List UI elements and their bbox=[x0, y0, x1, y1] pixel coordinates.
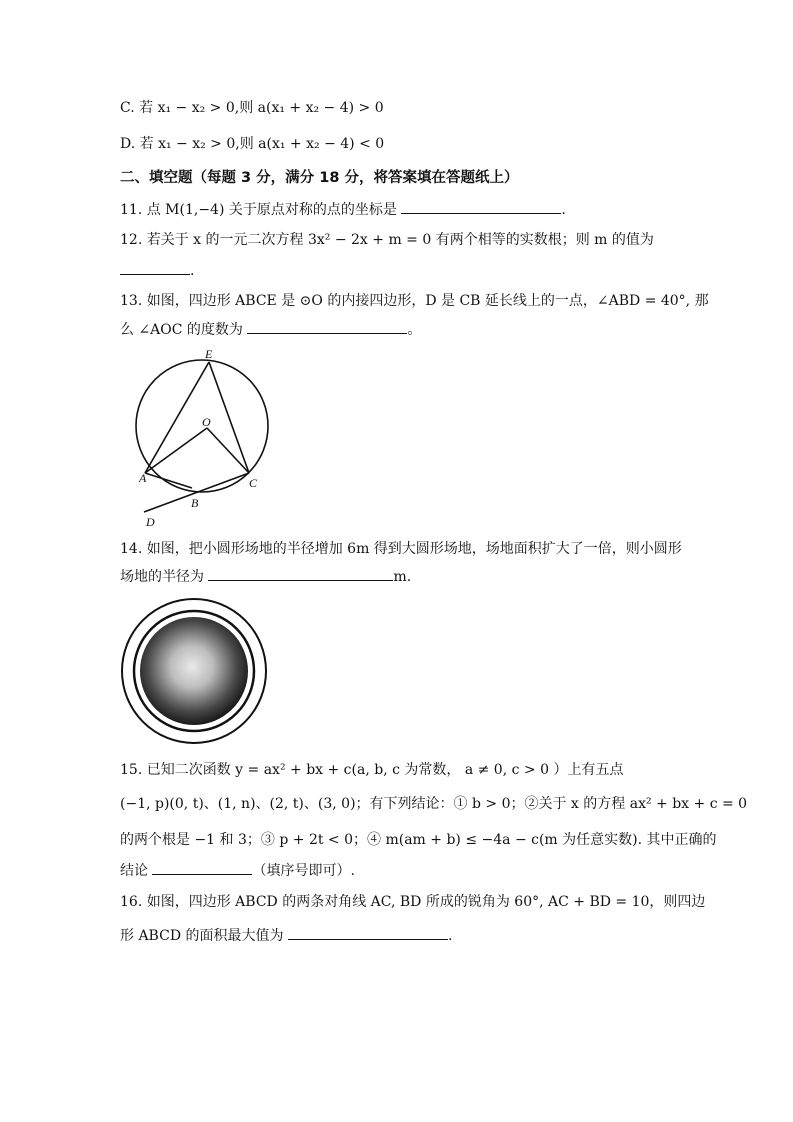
option-d-text: D. 若 x₁ − x₂ > 0,则 a(x₁ + x₂ − 4) < 0 bbox=[120, 136, 385, 152]
option-c bbox=[120, 98, 384, 118]
q12-answer-blank[interactable] bbox=[120, 260, 190, 275]
question-15 bbox=[120, 760, 623, 780]
label-e: E bbox=[205, 347, 213, 361]
q14-figure bbox=[118, 596, 272, 748]
q16-answer-blank[interactable] bbox=[288, 925, 448, 940]
question-13 bbox=[120, 291, 709, 311]
label-o: O bbox=[202, 415, 211, 429]
q13-end: 。 bbox=[407, 322, 422, 338]
q11-answer-blank[interactable] bbox=[401, 199, 561, 214]
question-12-answer bbox=[120, 260, 194, 281]
segment-ab bbox=[145, 473, 192, 488]
q15-answer-blank[interactable] bbox=[152, 860, 252, 875]
q16-line1: 16. 如图，四边形 ABCD 的两条对角线 AC, BD 所成的锐角为 60°, AC + BD = 10，则四边 bbox=[120, 894, 706, 910]
q12-end: . bbox=[190, 263, 195, 279]
question-11 bbox=[120, 199, 566, 220]
question-16 bbox=[120, 892, 705, 912]
segment-ec bbox=[209, 362, 249, 473]
question-14 bbox=[120, 539, 682, 559]
q16-end: . bbox=[447, 928, 453, 944]
q13-line1: 13. 如图，四边形 ABCE 是 ⊙O 的内接四边形，D 是 CB 延长线上的一点，∠ABD = 40°, 那 bbox=[120, 293, 709, 309]
question-13-line2 bbox=[120, 319, 421, 340]
question-15-line3 bbox=[120, 830, 717, 850]
q14-answer-blank[interactable] bbox=[208, 566, 393, 581]
q12-line1: 12. 若关于 x 的一元二次方程 3x² − 2x + m = 0 有两个相等的实数根；则 m 的值为 bbox=[120, 232, 654, 248]
question-15-line2 bbox=[120, 794, 747, 814]
segment-ao bbox=[145, 428, 207, 473]
segment-oc bbox=[207, 428, 249, 473]
q14-end: m. bbox=[393, 569, 412, 585]
q11-text: 11. 点 M(1,−4) 关于原点对称的点的坐标是 bbox=[120, 202, 397, 218]
q15-line3: 的两个根是 −1 和 3；③ p + 2t < 0；④ m(am + b) ≤ −4a − c(m 为任意实数). 其中正确的 bbox=[120, 832, 717, 848]
section-title bbox=[120, 168, 518, 188]
label-a: A bbox=[139, 471, 147, 485]
q13-answer-blank[interactable] bbox=[247, 319, 407, 334]
question-15-line4 bbox=[120, 860, 355, 881]
q14-line2: 场地的半径为 bbox=[120, 569, 204, 585]
option-c-text: C. 若 x₁ − x₂ > 0,则 a(x₁ + x₂ − 4) > 0 bbox=[120, 100, 384, 116]
q15-line2: (−1, p)(0, t)、(1, n)、(2, t)、(3, 0)；有下列结论：① b > 0；②关于 x 的方程 ax² + bx + c = 0 bbox=[120, 796, 748, 812]
q15-end: （填序号即可）. bbox=[252, 863, 355, 879]
segment-ea bbox=[145, 362, 209, 473]
q14-line1: 14. 如图，把小圆形场地的半径增加 6m 得到大圆形场地，场地面积扩大了一倍，则小圆形 bbox=[120, 541, 682, 557]
question-14-line2 bbox=[120, 566, 411, 587]
q13-line2: 么 ∠AOC 的度数为 bbox=[120, 322, 243, 338]
q15-line1: 15. 已知二次函数 y = ax² + bx + c(a, b, c 为常数， a ≠ 0, c > 0 ）上有五点 bbox=[120, 762, 624, 778]
option-d bbox=[120, 134, 384, 154]
label-d: D bbox=[146, 515, 155, 529]
q11-end: . bbox=[561, 202, 566, 218]
q15-line4: 结论 bbox=[120, 863, 148, 879]
label-b: B bbox=[191, 496, 199, 510]
label-c: C bbox=[249, 476, 258, 490]
question-16-line2 bbox=[120, 925, 452, 946]
q13-figure bbox=[128, 340, 288, 530]
small-circle-fill bbox=[140, 617, 248, 725]
q16-line2: 形 ABCD 的面积最大值为 bbox=[120, 928, 284, 944]
section-title-text: 二、填空题（每题 3 分，满分 18 分，将答案填在答题纸上） bbox=[120, 170, 519, 186]
question-12 bbox=[120, 230, 654, 250]
